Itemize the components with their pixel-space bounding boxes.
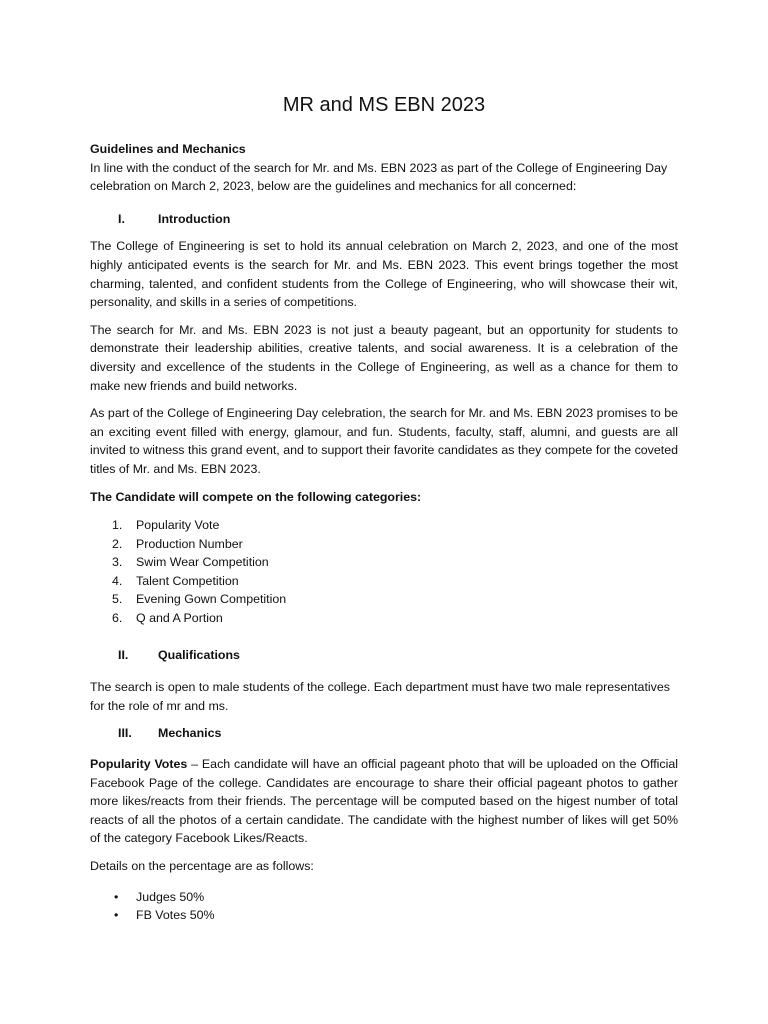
list-item: [90, 535, 678, 554]
percentage-list: [90, 888, 678, 925]
introduction-paragraph-2: The search for Mr. and Ms. EBN 2023 is not just a beauty pageant, but an opportunity for students to demonstrate their leadership abilities, creative talents, and social awareness. It is a celebration of the diversity and excellence of the students in the College of Engineering, as well as a chance for them to make new friends and build networks.: [90, 322, 678, 393]
section-title: Introduction: [158, 211, 231, 226]
document-page: [90, 92, 678, 925]
guidelines-heading: Guidelines and Mechanics: [90, 142, 246, 156]
popularity-votes-text: – Each candidate will have an official pageant photo that will be uploaded on the Official Facebook Page of the college. Candidates are encourage to share their official pageant photos to gather more likes/reacts from their friends. The percentage will be computed based on the higest number of total reacts of all the photos of a certain candidate. The candidate with the highest number of likes will get 50% of the category Facebook Likes/Reacts.: [90, 757, 678, 846]
list-number: 4.: [112, 573, 123, 588]
categories-list: [90, 516, 678, 628]
section-number: III.: [118, 726, 132, 741]
list-number: 2.: [112, 536, 123, 551]
popularity-votes-lead: Popularity Votes: [90, 757, 188, 772]
section-number: I.: [118, 211, 125, 226]
list-number: 3.: [112, 555, 123, 570]
list-item: [90, 553, 678, 572]
bullet-icon: •: [114, 908, 119, 923]
list-item: [90, 590, 678, 609]
section-number: II.: [118, 647, 129, 662]
list-number: 5.: [112, 592, 123, 607]
bullet-icon: •: [114, 889, 119, 904]
list-label: Talent Competition: [136, 573, 239, 588]
list-item: [90, 906, 678, 925]
introduction-paragraph-1: The College of Engineering is set to hold its annual celebration on March 2, 2023, and one of the most highly anticipated events is the search for Mr. and Ms. EBN 2023. This event brings together the most charming, talented, and confident students from the College of Engineering, who will showcase their wit, personality, and skills in a series of competitions.: [90, 239, 678, 310]
list-number: 1.: [112, 518, 123, 533]
section-mechanics-heading: [90, 724, 678, 743]
list-label: Evening Gown Competition: [136, 592, 287, 607]
categories-heading: The Candidate will compete on the following categories:: [90, 489, 422, 504]
list-item: [90, 609, 678, 628]
list-label: Judges 50%: [136, 889, 205, 904]
list-label: Production Number: [136, 536, 243, 551]
list-label: FB Votes 50%: [136, 908, 215, 923]
list-item: [90, 572, 678, 591]
qualifications-paragraph: The search is open to male students of the college. Each department must have two male representatives for the role of mr and ms.: [90, 680, 670, 713]
list-item: [90, 516, 678, 535]
list-label: Q and A Portion: [136, 611, 223, 626]
section-qualifications-heading: [90, 646, 678, 665]
list-label: Popularity Vote: [136, 518, 220, 533]
list-item: [90, 888, 678, 907]
document-title: MR and MS EBN 2023: [282, 94, 486, 116]
list-number: 6.: [112, 611, 123, 626]
section-introduction-heading: [90, 210, 678, 229]
popularity-votes-paragraph: [90, 755, 678, 848]
percentage-details-heading: Details on the percentage are as follows:: [90, 859, 314, 873]
section-title: Qualifications: [158, 647, 240, 662]
list-label: Swim Wear Competition: [136, 555, 269, 570]
introduction-paragraph-3: As part of the College of Engineering Day celebration, the search for Mr. and Ms. EBN 2023 promises to be an exciting event filled with energy, glamour, and fun. Students, faculty, staff, alumni, and guests are all invited to witness this grand event, and to support their favorite candidates as they compete for the coveted titles of Mr. and Ms. EBN 2023.: [90, 406, 678, 476]
section-title: Mechanics: [158, 726, 222, 741]
intro-paragraph: In line with the conduct of the search for Mr. and Ms. EBN 2023 as part of the College of Engineering Day celebration on March 2, 2023, below are the guidelines and mechanics for all concerned:: [90, 160, 668, 194]
